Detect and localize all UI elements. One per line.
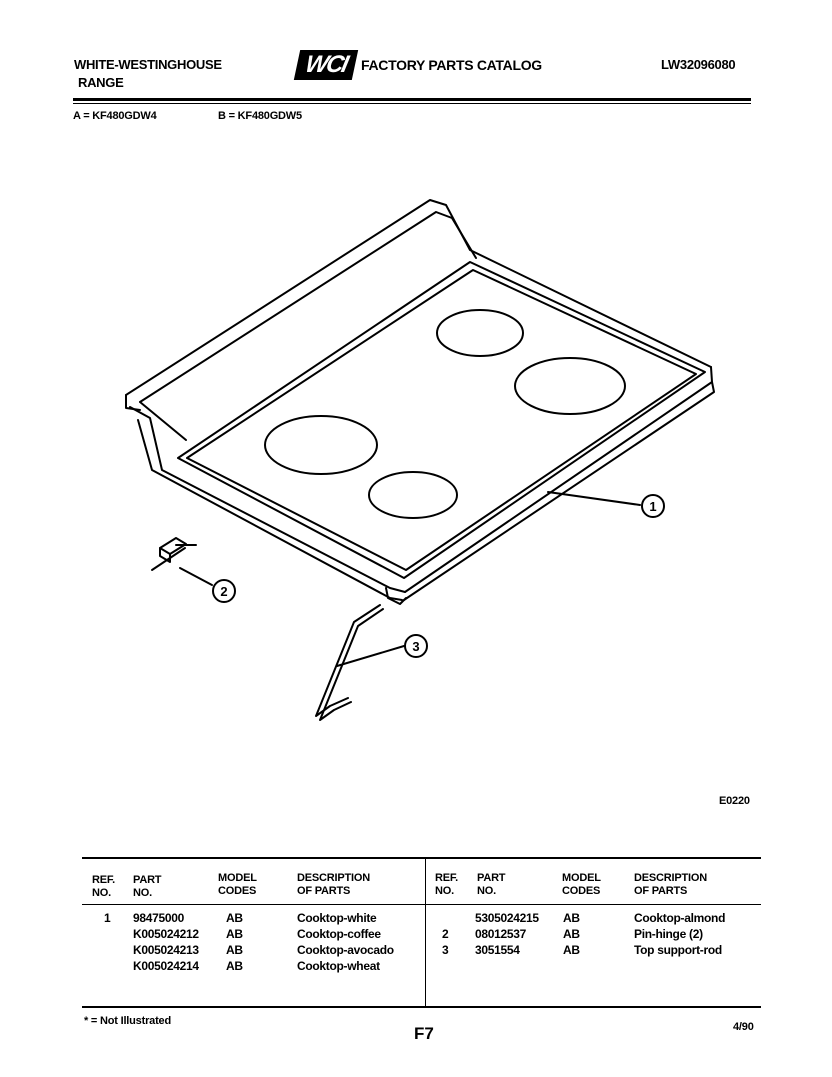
header-part-right: PART NO.: [477, 872, 506, 897]
table-bottom-rule: [82, 1006, 761, 1008]
page-number: F7: [414, 1024, 434, 1043]
table-center-divider: [425, 857, 426, 1007]
burner-opening-right-front: [515, 358, 625, 414]
header-desc-right: DESCRIPTION OF PARTS: [634, 872, 707, 897]
header-part: PART NO.: [133, 874, 162, 899]
header-model-right: MODEL CODES: [562, 872, 601, 897]
brand-name: WHITE-WESTINGHOUSE: [74, 57, 222, 72]
table-top-rule: [82, 857, 761, 859]
callout-1: 1: [641, 494, 665, 518]
wci-logo: WCI: [294, 50, 358, 80]
burner-opening-left-front: [369, 472, 457, 518]
drawing-code: E0220: [719, 795, 750, 807]
model-b-label: B = KF480GDW5: [218, 110, 302, 122]
catalog-number: LW32096080: [661, 57, 736, 72]
header-desc: DESCRIPTION OF PARTS: [297, 872, 370, 897]
model-a-label: A = KF480GDW4: [73, 110, 157, 122]
table-header-rule: [82, 904, 761, 905]
support-rod-part: [316, 605, 380, 716]
burner-opening-right-rear: [437, 310, 523, 356]
header-model: MODEL CODES: [218, 872, 257, 897]
cooktop-front-edge: [405, 367, 712, 592]
burner-opening-left-rear: [265, 416, 377, 474]
callout-2: 2: [212, 579, 236, 603]
header-ref: REF. NO.: [92, 874, 116, 899]
callout-3: 3: [404, 634, 428, 658]
not-illustrated-note: * = Not Illustrated: [84, 1015, 171, 1027]
header-ref-right: REF. NO.: [435, 872, 459, 897]
catalog-title: FACTORY PARTS CATALOG: [361, 57, 542, 73]
product-type: RANGE: [78, 75, 124, 90]
revision-date: 4/90: [733, 1021, 754, 1033]
